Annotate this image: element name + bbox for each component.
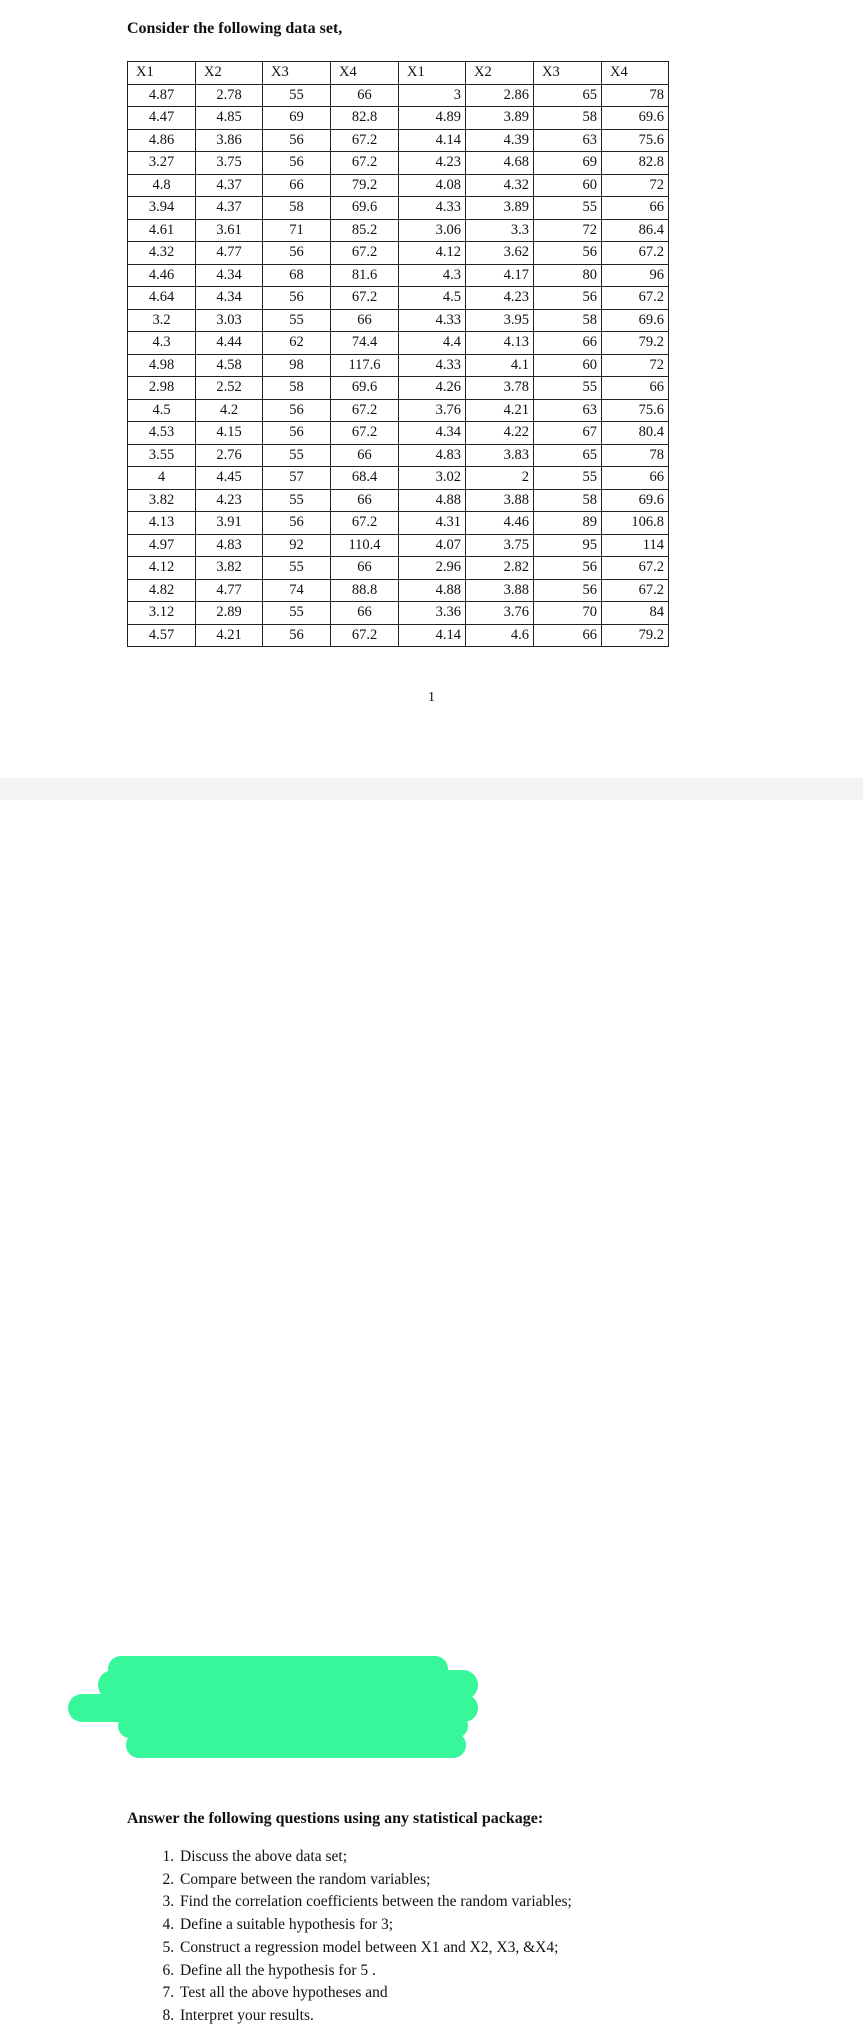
question-item: 6. Define all the hypothesis for 5 . xyxy=(178,1960,818,1983)
table-cell: 78 xyxy=(602,444,669,467)
question-item: 7. Test all the above hypotheses and xyxy=(178,1982,818,2005)
table-cell: 4.14 xyxy=(399,129,466,152)
table-cell: 60 xyxy=(534,174,602,197)
table-cell: 4.5 xyxy=(399,287,466,310)
table-cell: 2.86 xyxy=(466,84,534,107)
table-cell: 74 xyxy=(263,579,331,602)
table-cell: 4.4 xyxy=(399,332,466,355)
table-cell: 4.23 xyxy=(196,489,263,512)
table-row xyxy=(128,219,669,242)
table-cell: 67.2 xyxy=(331,422,399,445)
table-cell: 4.2 xyxy=(196,399,263,422)
table-cell: 56 xyxy=(534,557,602,580)
table-cell: 3.76 xyxy=(399,399,466,422)
table-row xyxy=(128,309,669,332)
table-cell: 56 xyxy=(534,287,602,310)
table-row xyxy=(128,264,669,287)
table-cell: 55 xyxy=(263,602,331,625)
data-table xyxy=(127,61,669,647)
table-cell: 55 xyxy=(263,309,331,332)
table-cell: 67.2 xyxy=(602,579,669,602)
table-cell: 3.36 xyxy=(399,602,466,625)
column-header: X4 xyxy=(602,62,669,85)
table-cell: 4.97 xyxy=(128,534,196,557)
table-cell: 86.4 xyxy=(602,219,669,242)
table-cell: 110.4 xyxy=(331,534,399,557)
table-cell: 67.2 xyxy=(331,287,399,310)
table-cell: 4.31 xyxy=(399,512,466,535)
table-row xyxy=(128,444,669,467)
table-cell: 4.83 xyxy=(399,444,466,467)
table-cell: 81.6 xyxy=(331,264,399,287)
table-cell: 55 xyxy=(263,557,331,580)
table-row xyxy=(128,422,669,445)
column-header: X3 xyxy=(263,62,331,85)
table-cell: 55 xyxy=(263,84,331,107)
table-cell: 80 xyxy=(534,264,602,287)
table-cell: 114 xyxy=(602,534,669,557)
table-cell: 66 xyxy=(331,557,399,580)
table-cell: 68 xyxy=(263,264,331,287)
table-cell: 3.95 xyxy=(466,309,534,332)
table-cell: 67.2 xyxy=(331,242,399,265)
table-cell: 4.37 xyxy=(196,197,263,220)
table-cell: 82.8 xyxy=(602,152,669,175)
table-cell: 2.52 xyxy=(196,377,263,400)
table-row xyxy=(128,152,669,175)
table-cell: 69.6 xyxy=(331,377,399,400)
table-cell: 69 xyxy=(534,152,602,175)
table-cell: 4.22 xyxy=(466,422,534,445)
table-cell: 66 xyxy=(331,309,399,332)
table-cell: 58 xyxy=(534,309,602,332)
table-cell: 58 xyxy=(534,489,602,512)
table-cell: 66 xyxy=(534,624,602,647)
table-cell: 79.2 xyxy=(331,174,399,197)
questions-list xyxy=(150,1846,818,2028)
table-cell: 66 xyxy=(602,467,669,490)
table-cell: 2.78 xyxy=(196,84,263,107)
table-cell: 4.45 xyxy=(196,467,263,490)
table-cell: 55 xyxy=(534,467,602,490)
column-header: X3 xyxy=(534,62,602,85)
table-cell: 4.34 xyxy=(196,264,263,287)
table-cell: 2 xyxy=(466,467,534,490)
table-cell: 3.3 xyxy=(466,219,534,242)
table-cell: 3.2 xyxy=(128,309,196,332)
table-cell: 4.64 xyxy=(128,287,196,310)
table-cell: 4.85 xyxy=(196,107,263,130)
table-cell: 55 xyxy=(263,489,331,512)
table-cell: 4.17 xyxy=(466,264,534,287)
table-cell: 65 xyxy=(534,444,602,467)
table-cell: 4.53 xyxy=(128,422,196,445)
table-cell: 62 xyxy=(263,332,331,355)
table-cell: 72 xyxy=(602,174,669,197)
table-cell: 85.2 xyxy=(331,219,399,242)
table-cell: 3.94 xyxy=(128,197,196,220)
table-cell: 4.33 xyxy=(399,197,466,220)
table-cell: 4.33 xyxy=(399,309,466,332)
table-header-row xyxy=(128,62,669,85)
table-cell: 75.6 xyxy=(602,129,669,152)
table-cell: 3.61 xyxy=(196,219,263,242)
table-row xyxy=(128,287,669,310)
table-cell: 80.4 xyxy=(602,422,669,445)
table-cell: 4.88 xyxy=(399,579,466,602)
table-cell: 4.57 xyxy=(128,624,196,647)
table-cell: 2.82 xyxy=(466,557,534,580)
table-cell: 4.44 xyxy=(196,332,263,355)
table-cell: 3.88 xyxy=(466,579,534,602)
table-cell: 67.2 xyxy=(331,399,399,422)
page-number: 1 xyxy=(428,690,435,705)
table-cell: 4.89 xyxy=(399,107,466,130)
table-cell: 67.2 xyxy=(331,624,399,647)
table-cell: 3.89 xyxy=(466,107,534,130)
table-cell: 4.3 xyxy=(128,332,196,355)
page-separator xyxy=(0,778,863,800)
table-cell: 92 xyxy=(263,534,331,557)
table-cell: 4.77 xyxy=(196,579,263,602)
table-cell: 3.82 xyxy=(128,489,196,512)
table-cell: 95 xyxy=(534,534,602,557)
table-cell: 69.6 xyxy=(602,309,669,332)
document-page-1 xyxy=(0,0,863,778)
table-cell: 4.14 xyxy=(399,624,466,647)
table-cell: 56 xyxy=(263,152,331,175)
question-item: 8. Interpret your results. xyxy=(178,2005,818,2028)
table-cell: 56 xyxy=(534,579,602,602)
table-row xyxy=(128,624,669,647)
table-cell: 67.2 xyxy=(602,242,669,265)
table-cell: 3.75 xyxy=(196,152,263,175)
table-cell: 4.5 xyxy=(128,399,196,422)
table-cell: 55 xyxy=(534,197,602,220)
table-cell: 89 xyxy=(534,512,602,535)
table-cell: 56 xyxy=(534,242,602,265)
table-cell: 66 xyxy=(602,197,669,220)
table-cell: 72 xyxy=(534,219,602,242)
table-cell: 56 xyxy=(263,129,331,152)
table-cell: 3.89 xyxy=(466,197,534,220)
column-header: X4 xyxy=(331,62,399,85)
table-row xyxy=(128,332,669,355)
table-cell: 4.34 xyxy=(399,422,466,445)
table-cell: 4.12 xyxy=(399,242,466,265)
table-row xyxy=(128,242,669,265)
table-cell: 4.21 xyxy=(196,624,263,647)
table-cell: 82.8 xyxy=(331,107,399,130)
table-cell: 57 xyxy=(263,467,331,490)
table-cell: 3.12 xyxy=(128,602,196,625)
table-cell: 68.4 xyxy=(331,467,399,490)
table-cell: 65 xyxy=(534,84,602,107)
table-cell: 3.75 xyxy=(466,534,534,557)
document-page-2 xyxy=(0,800,863,2024)
questions-heading: Answer the following questions using any statistical package: xyxy=(127,1810,544,1827)
table-cell: 56 xyxy=(263,287,331,310)
table-cell: 78 xyxy=(602,84,669,107)
table-row xyxy=(128,489,669,512)
table-cell: 69.6 xyxy=(602,107,669,130)
table-cell: 4.77 xyxy=(196,242,263,265)
table-row xyxy=(128,602,669,625)
table-cell: 56 xyxy=(263,624,331,647)
table-cell: 67.2 xyxy=(331,152,399,175)
table-cell: 3.88 xyxy=(466,489,534,512)
question-item: 3. Find the correlation coefficients between the random variables; xyxy=(178,1891,818,1914)
table-cell: 3.82 xyxy=(196,557,263,580)
table-cell: 69 xyxy=(263,107,331,130)
table-cell: 4.61 xyxy=(128,219,196,242)
table-cell: 3.78 xyxy=(466,377,534,400)
table-cell: 58 xyxy=(534,107,602,130)
table-cell: 66 xyxy=(331,444,399,467)
table-cell: 4.12 xyxy=(128,557,196,580)
table-cell: 2.96 xyxy=(399,557,466,580)
table-cell: 96 xyxy=(602,264,669,287)
table-cell: 67.2 xyxy=(331,512,399,535)
table-cell: 63 xyxy=(534,399,602,422)
table-cell: 4.23 xyxy=(466,287,534,310)
table-cell: 56 xyxy=(263,422,331,445)
table-row xyxy=(128,399,669,422)
table-cell: 70 xyxy=(534,602,602,625)
table-cell: 4.37 xyxy=(196,174,263,197)
table-cell: 4.47 xyxy=(128,107,196,130)
table-cell: 3 xyxy=(399,84,466,107)
table-cell: 71 xyxy=(263,219,331,242)
table-cell: 66 xyxy=(331,84,399,107)
table-cell: 106.8 xyxy=(602,512,669,535)
table-cell: 4.82 xyxy=(128,579,196,602)
table-cell: 66 xyxy=(602,377,669,400)
table-cell: 4.13 xyxy=(466,332,534,355)
table-cell: 63 xyxy=(534,129,602,152)
table-cell: 4.86 xyxy=(128,129,196,152)
column-header: X1 xyxy=(128,62,196,85)
table-row xyxy=(128,174,669,197)
table-cell: 4.26 xyxy=(399,377,466,400)
table-row xyxy=(128,84,669,107)
table-cell: 3.06 xyxy=(399,219,466,242)
table-cell: 4.21 xyxy=(466,399,534,422)
table-cell: 60 xyxy=(534,354,602,377)
table-cell: 3.02 xyxy=(399,467,466,490)
table-cell: 67.2 xyxy=(602,287,669,310)
table-row xyxy=(128,512,669,535)
table-cell: 3.62 xyxy=(466,242,534,265)
question-item: 5. Construct a regression model between X1 and X2, X3, &X4; xyxy=(178,1937,818,1960)
table-cell: 4.98 xyxy=(128,354,196,377)
table-cell: 56 xyxy=(263,399,331,422)
question-item: 2. Compare between the random variables; xyxy=(178,1869,818,1892)
table-cell: 56 xyxy=(263,512,331,535)
table-cell: 4.32 xyxy=(128,242,196,265)
table-cell: 4.88 xyxy=(399,489,466,512)
table-body xyxy=(128,84,669,647)
table-cell: 4.3 xyxy=(399,264,466,287)
table-cell: 4.39 xyxy=(466,129,534,152)
table-cell: 74.4 xyxy=(331,332,399,355)
table-cell: 66 xyxy=(331,489,399,512)
table-row xyxy=(128,197,669,220)
intro-text: Consider the following data set, xyxy=(127,20,343,37)
table-row xyxy=(128,534,669,557)
column-header: X2 xyxy=(196,62,263,85)
table-cell: 2.89 xyxy=(196,602,263,625)
table-cell: 4.34 xyxy=(196,287,263,310)
table-row xyxy=(128,557,669,580)
table-cell: 84 xyxy=(602,602,669,625)
table-cell: 58 xyxy=(263,377,331,400)
table-cell: 3.76 xyxy=(466,602,534,625)
table-cell: 4.33 xyxy=(399,354,466,377)
redaction-mark xyxy=(68,1652,488,1762)
table-cell: 55 xyxy=(263,444,331,467)
table-cell: 75.6 xyxy=(602,399,669,422)
table-cell: 72 xyxy=(602,354,669,377)
column-header: X2 xyxy=(466,62,534,85)
table-cell: 4.1 xyxy=(466,354,534,377)
table-cell: 4.15 xyxy=(196,422,263,445)
table-cell: 58 xyxy=(263,197,331,220)
table-cell: 3.55 xyxy=(128,444,196,467)
table-cell: 4.58 xyxy=(196,354,263,377)
table-row xyxy=(128,107,669,130)
table-cell: 66 xyxy=(263,174,331,197)
table-cell: 4.13 xyxy=(128,512,196,535)
table-cell: 3.27 xyxy=(128,152,196,175)
table-cell: 56 xyxy=(263,242,331,265)
table-cell: 4.07 xyxy=(399,534,466,557)
column-header: X1 xyxy=(399,62,466,85)
table-row xyxy=(128,377,669,400)
table-cell: 2.76 xyxy=(196,444,263,467)
table-cell: 4.46 xyxy=(466,512,534,535)
table-cell: 4.83 xyxy=(196,534,263,557)
question-item: 1. Discuss the above data set; xyxy=(178,1846,818,1869)
table-cell: 69.6 xyxy=(331,197,399,220)
table-cell: 3.83 xyxy=(466,444,534,467)
question-item: 4. Define a suitable hypothesis for 3; xyxy=(178,1914,818,1937)
table-cell: 4.6 xyxy=(466,624,534,647)
table-row xyxy=(128,129,669,152)
table-cell: 88.8 xyxy=(331,579,399,602)
table-cell: 69.6 xyxy=(602,489,669,512)
table-cell: 4.32 xyxy=(466,174,534,197)
table-row xyxy=(128,354,669,377)
table-cell: 67.2 xyxy=(331,129,399,152)
table-cell: 4.08 xyxy=(399,174,466,197)
table-cell: 3.91 xyxy=(196,512,263,535)
table-cell: 55 xyxy=(534,377,602,400)
table-cell: 67 xyxy=(534,422,602,445)
table-cell: 4.68 xyxy=(466,152,534,175)
table-cell: 66 xyxy=(534,332,602,355)
table-cell: 98 xyxy=(263,354,331,377)
table-row xyxy=(128,467,669,490)
table-cell: 66 xyxy=(331,602,399,625)
table-cell: 2.98 xyxy=(128,377,196,400)
table-cell: 4.8 xyxy=(128,174,196,197)
table-row xyxy=(128,579,669,602)
table-cell: 3.86 xyxy=(196,129,263,152)
table-cell: 3.03 xyxy=(196,309,263,332)
table-cell: 79.2 xyxy=(602,332,669,355)
table-cell: 79.2 xyxy=(602,624,669,647)
table-cell: 4.87 xyxy=(128,84,196,107)
table-cell: 67.2 xyxy=(602,557,669,580)
table-cell: 4.23 xyxy=(399,152,466,175)
table-cell: 4 xyxy=(128,467,196,490)
table-cell: 4.46 xyxy=(128,264,196,287)
table-cell: 117.6 xyxy=(331,354,399,377)
